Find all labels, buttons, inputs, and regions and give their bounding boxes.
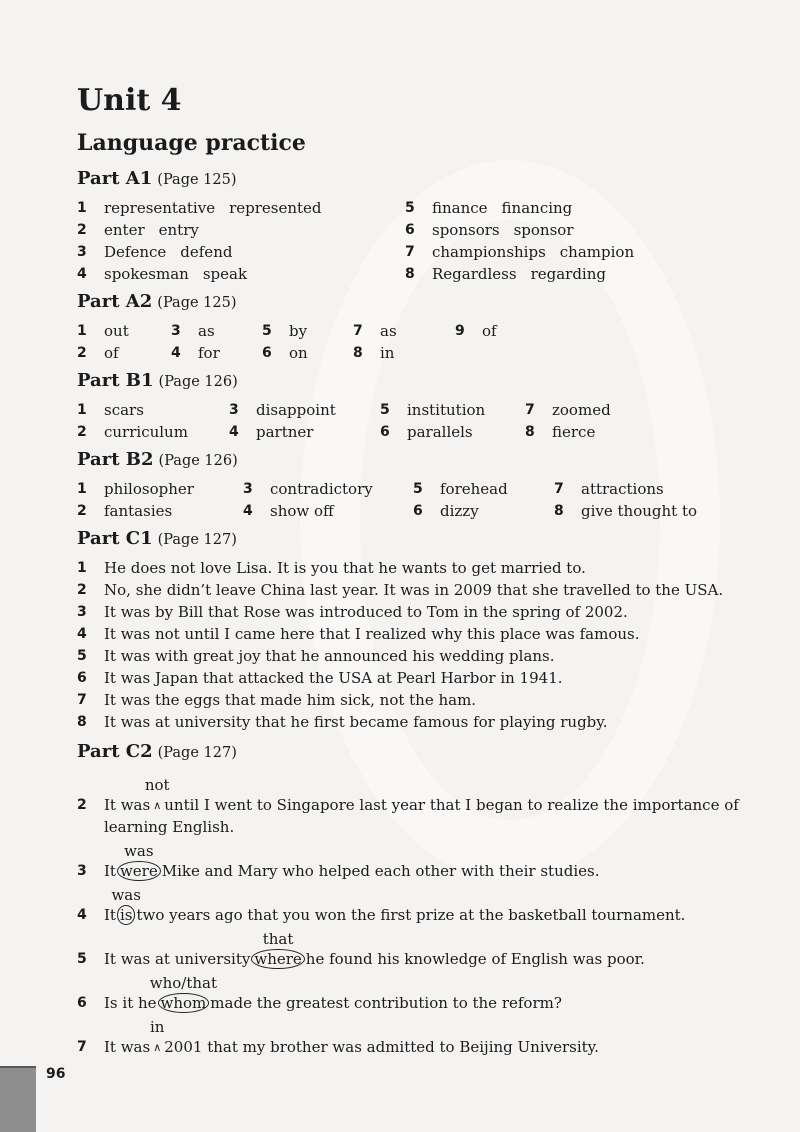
answer-word: contradictory bbox=[270, 480, 373, 498]
item-number: 3 bbox=[171, 323, 181, 339]
page-ref: (Page 126) bbox=[158, 374, 238, 390]
answer-word: regarding bbox=[530, 265, 606, 283]
answer-word: representative bbox=[104, 199, 216, 217]
sentence-text: It was the eggs that made him sick, not the ham. bbox=[104, 691, 477, 709]
item-number: 7 bbox=[353, 323, 363, 339]
item-number: 1 bbox=[77, 323, 87, 339]
item-number: 6 bbox=[77, 995, 87, 1011]
item-number: 4 bbox=[77, 266, 87, 282]
answer-word: parallels bbox=[407, 423, 473, 441]
part-a2-answers bbox=[77, 320, 717, 364]
footer-tab bbox=[0, 1068, 36, 1132]
item-number: 3 bbox=[77, 244, 87, 260]
item-number: 8 bbox=[405, 266, 415, 282]
answer-word: spokesman bbox=[104, 265, 189, 283]
part-a2-heading bbox=[77, 289, 717, 316]
part-title: Part A1 bbox=[77, 168, 153, 189]
sentence-text: It bbox=[104, 862, 116, 880]
correction-sentence-continued bbox=[77, 816, 717, 838]
answer-sentence bbox=[77, 601, 717, 623]
answer-key-page bbox=[77, 82, 739, 1058]
answer-word: forehead bbox=[440, 480, 508, 498]
item-number: 5 bbox=[77, 648, 87, 664]
item-number: 7 bbox=[405, 244, 415, 260]
part-a1-answers bbox=[77, 197, 717, 285]
inserted-word: not bbox=[144, 776, 170, 794]
answer-word: partner bbox=[256, 423, 314, 441]
answer-word: Defence bbox=[104, 243, 167, 261]
sentence-text: It was at university that he first became famous for playing rugby. bbox=[104, 713, 608, 731]
answer-word: champion bbox=[559, 243, 635, 261]
answer-word: entry bbox=[158, 221, 199, 239]
answer-sentence bbox=[77, 557, 717, 579]
part-title: Part A2 bbox=[77, 291, 153, 312]
page-ref: (Page 126) bbox=[158, 453, 238, 469]
item-number: 4 bbox=[171, 345, 181, 361]
part-title: Part B1 bbox=[77, 370, 154, 391]
correction-sentence bbox=[77, 776, 739, 816]
item-number: 1 bbox=[77, 560, 87, 576]
answer-word: enter bbox=[104, 221, 145, 239]
item-number: 2 bbox=[77, 582, 87, 598]
answer-word: of bbox=[482, 322, 497, 340]
item-number: 6 bbox=[413, 503, 423, 519]
answer-word: by bbox=[289, 322, 308, 340]
answer-word: out bbox=[104, 322, 129, 340]
item-number: 2 bbox=[77, 345, 87, 361]
sentence-text: No, she didn’t leave China last year. It was in 2009 that she travelled to the USA. bbox=[104, 581, 724, 599]
answer-word: zoomed bbox=[552, 401, 611, 419]
inserted-word: who/that bbox=[149, 974, 218, 992]
item-number: 8 bbox=[353, 345, 363, 361]
answer-sentence bbox=[77, 579, 724, 601]
part-b2-answers bbox=[77, 478, 717, 522]
item-number: 2 bbox=[77, 222, 87, 238]
item-number: 7 bbox=[77, 1039, 87, 1055]
item-number: 6 bbox=[405, 222, 415, 238]
item-number: 6 bbox=[262, 345, 272, 361]
item-number: 4 bbox=[77, 626, 87, 642]
unit-title: Unit 4 bbox=[77, 83, 182, 118]
sentence-text: until I went to Singapore last year that I began to realize the importance of bbox=[164, 796, 739, 814]
sentence-text: two years ago that you won the first prize at the basketball tournament. bbox=[136, 906, 686, 924]
item-number: 4 bbox=[229, 424, 239, 440]
item-number: 7 bbox=[554, 481, 564, 497]
answer-sentence bbox=[77, 623, 717, 645]
circled-error-word: is bbox=[117, 905, 136, 925]
circled-error-word: where bbox=[251, 949, 304, 969]
part-b1-heading bbox=[77, 368, 717, 395]
answer-word: of bbox=[104, 344, 119, 362]
page-ref: (Page 127) bbox=[157, 745, 237, 761]
answer-word: attractions bbox=[581, 480, 664, 498]
answer-word: dizzy bbox=[440, 502, 479, 520]
answer-word: philosopher bbox=[104, 480, 194, 498]
item-number: 8 bbox=[525, 424, 535, 440]
sentence-text: learning English. bbox=[104, 818, 235, 836]
sentence-text: It was by Bill that Rose was introduced to Tom in the spring of 2002. bbox=[104, 603, 628, 621]
sentence-text: made the greatest contribution to the reform? bbox=[210, 994, 562, 1012]
item-number: 3 bbox=[243, 481, 253, 497]
answer-word: institution bbox=[407, 401, 486, 419]
part-c2-heading bbox=[77, 739, 717, 766]
sentence-text: It was with great joy that he announced his wedding plans. bbox=[104, 647, 555, 665]
answer-word: in bbox=[380, 344, 395, 362]
part-title: Part C1 bbox=[77, 528, 153, 549]
inserted-word: in bbox=[150, 1018, 165, 1036]
answer-word: for bbox=[198, 344, 220, 362]
part-b2-heading bbox=[77, 447, 717, 474]
item-number: 9 bbox=[455, 323, 465, 339]
part-c1-heading bbox=[77, 526, 717, 553]
correction-sentence bbox=[77, 842, 717, 882]
answer-word: fierce bbox=[552, 423, 596, 441]
correction-sentence bbox=[77, 974, 717, 1014]
answer-word: disappoint bbox=[256, 401, 336, 419]
item-number: 5 bbox=[262, 323, 272, 339]
sentence-text: Mike and Mary who helped each other with their studies. bbox=[161, 862, 600, 880]
item-number: 3 bbox=[77, 604, 87, 620]
sentence-text: It was Japan that attacked the USA at Pearl Harbor in 1941. bbox=[104, 669, 563, 687]
answer-word: as bbox=[198, 322, 215, 340]
page-ref: (Page 125) bbox=[157, 172, 237, 188]
inserted-word: was bbox=[124, 842, 154, 860]
answer-word: on bbox=[289, 344, 308, 362]
part-b1-answers bbox=[77, 399, 717, 443]
part-c2-answers bbox=[77, 770, 739, 1058]
item-number: 5 bbox=[380, 402, 390, 418]
item-number: 1 bbox=[77, 402, 87, 418]
part-title: Part B2 bbox=[77, 449, 154, 470]
item-number: 6 bbox=[380, 424, 390, 440]
item-number: 3 bbox=[77, 863, 87, 879]
item-number: 1 bbox=[77, 481, 87, 497]
item-number: 7 bbox=[77, 692, 87, 708]
item-number: 5 bbox=[413, 481, 423, 497]
page-ref: (Page 125) bbox=[157, 295, 237, 311]
correction-sentence bbox=[77, 886, 717, 926]
answer-word: fantasies bbox=[104, 502, 173, 520]
caret-mark: ∧ bbox=[153, 799, 162, 812]
sentence-text: 2001 that my brother was admitted to Beijing University. bbox=[164, 1038, 599, 1056]
answer-word: speak bbox=[202, 265, 248, 283]
item-number: 7 bbox=[525, 402, 535, 418]
item-number: 5 bbox=[77, 951, 87, 967]
sentence-text: he found his knowledge of English was poor. bbox=[305, 950, 645, 968]
item-number: 4 bbox=[77, 907, 87, 923]
correction-sentence bbox=[77, 930, 717, 970]
answer-word: sponsors bbox=[432, 221, 500, 239]
answer-word: defend bbox=[180, 243, 233, 261]
answer-word: scars bbox=[104, 401, 144, 419]
sentence-text: It was not until I came here that I realized why this place was famous. bbox=[104, 625, 640, 643]
answer-sentence bbox=[77, 667, 717, 689]
circled-error-word: were bbox=[117, 861, 161, 881]
sentence-text: It was bbox=[104, 796, 151, 814]
caret-mark: ∧ bbox=[153, 1041, 162, 1054]
page-number: 96 bbox=[46, 1066, 66, 1082]
sentence-text: Is it he bbox=[104, 994, 157, 1012]
answer-sentence bbox=[77, 645, 717, 667]
item-number: 3 bbox=[229, 402, 239, 418]
part-c1-answers bbox=[77, 557, 724, 733]
answer-word: show off bbox=[270, 502, 334, 520]
part-title: Part C2 bbox=[77, 741, 153, 762]
circled-error-word: whom bbox=[158, 993, 210, 1013]
inserted-word: that bbox=[262, 930, 294, 948]
correction-sentence bbox=[77, 1018, 717, 1058]
answer-word: Regardless bbox=[432, 265, 517, 283]
answer-word: sponsor bbox=[513, 221, 574, 239]
answer-word: as bbox=[380, 322, 397, 340]
answer-word: championships bbox=[432, 243, 546, 261]
answer-word: financing bbox=[501, 199, 573, 217]
page-ref: (Page 127) bbox=[157, 532, 237, 548]
item-number: 8 bbox=[554, 503, 564, 519]
inserted-word: was bbox=[111, 886, 141, 904]
sentence-text: It bbox=[104, 906, 116, 924]
part-a1-heading bbox=[77, 166, 717, 193]
item-number: 2 bbox=[77, 503, 87, 519]
sentence-text: It was at university bbox=[104, 950, 251, 968]
answer-word: curriculum bbox=[104, 423, 188, 441]
item-number: 2 bbox=[77, 424, 87, 440]
answer-sentence bbox=[77, 711, 717, 733]
item-number: 8 bbox=[77, 714, 87, 730]
sentence-text: It was bbox=[104, 1038, 151, 1056]
answer-word: give thought to bbox=[581, 502, 698, 520]
item-number: 6 bbox=[77, 670, 87, 686]
section-title: Language practice bbox=[77, 130, 306, 156]
answer-word: represented bbox=[229, 199, 322, 217]
sentence-text: He does not love Lisa. It is you that he wants to get married to. bbox=[104, 559, 586, 577]
item-number: 2 bbox=[77, 797, 87, 813]
answer-word: finance bbox=[432, 199, 488, 217]
item-number: 4 bbox=[243, 503, 253, 519]
answer-sentence bbox=[77, 689, 717, 711]
item-number: 1 bbox=[77, 200, 87, 216]
item-number: 5 bbox=[405, 200, 415, 216]
